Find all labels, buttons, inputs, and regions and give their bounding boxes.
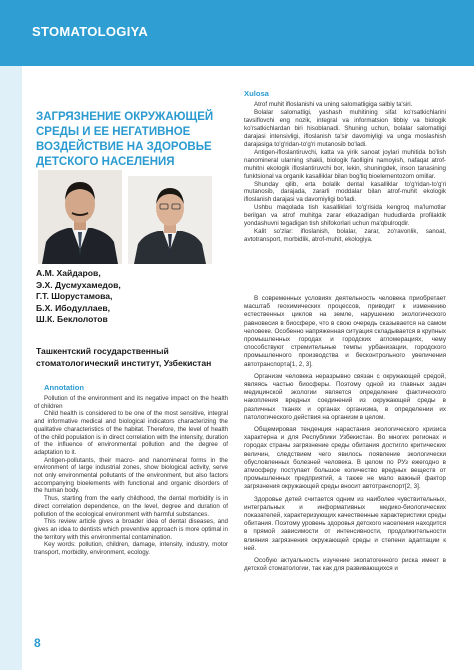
body-paragraph: Общемировая тенденция нарастания экологического кризиса характерна и для Республики Узбекистан. Во многих регионах и городах страны загрязнение среды обитания достигло критических величин, следствием чего явилось появление экологически обусловленных болезней человека. В целом по РУз ежегодно в атмосферу поступает большое количество вредных веществ от промышленных предприятий, а также не мало важный фактор загрязнения окружающей среды вносит автотранспорт[2, 3]. xyxy=(244,426,446,491)
body-paragraph: Организм человека неразрывно связан с окружающей средой, являясь частью биосферы. Поэтому одной из главных задач медицинской экологии является определение фактического накопления вредных соединений из окружающей среды в различных тканях и органах организма, в определении их патологического действия на организм в целом. xyxy=(244,372,446,421)
xulosa-heading: Xulosa xyxy=(244,89,269,98)
institution: Ташкентский государственный стоматологический институт, Узбекистан xyxy=(36,346,212,368)
annotation-heading: Annotation xyxy=(44,383,85,392)
annotation-paragraph: Pollution of the environment and its negative impact on the health of children xyxy=(34,395,228,410)
body-paragraph: Особую актуальность изучение экопатогенного риска имеет в детской стоматологии, так как для развивающихся и xyxy=(244,557,446,573)
annotation-paragraph: Child health is considered to be one of the most sensitive, integral and informative medical and biological indicators characterizing the qualitative characteristics of the habitat. Therefore, the level of health of the child population is in direct correlation with the intensity, duration of the influence of environmental pollution and the degree of adaptation to it. xyxy=(34,410,228,456)
author-name: А.М. Хайдаров, xyxy=(36,268,101,278)
annotation-paragraph: Key words: pollution, children, damage, intensity, industry, motor transport, morbidity, environment, ecology. xyxy=(34,541,228,557)
author-name: Г.Т. Шорустамова, xyxy=(36,291,113,302)
xulosa-paragraph: Shunday qilib, erta bolalik dental kasalliklar to'g'ridan-to'g'ri mutanosib, darajada, zararli moddalar bilan atrof-muhit ekologik ifloslanish darajasi va davomiyligi bo'ladi. xyxy=(244,180,446,204)
xulosa-paragraph: Antigen-ifloslantiruvchi, katta va yirik sanoat joylari muhitida bo'lish nanomineral ularning shakli, biologik faolligini namoyish, nafaqat atrof-muhitni ekologik ifloslantiruvchi bor, lekin, shuningdek, inson tanasining funktsional va organik kasalliklar bilan bog'liq bioelementozom omillar. xyxy=(244,148,446,180)
author-list xyxy=(36,268,226,326)
xulosa-paragraph: Atrof muhit ifloslanishi va uning salomatligiga salbiy ta'siri. xyxy=(254,101,413,108)
xulosa-paragraph: Kalit so'zlar: ifloslanish, bolalar, zarar, zo'ravonlik, sanoat, avtotransport, morbidlik, atrof-muhit, ekologiya. xyxy=(244,228,446,244)
author-name: Э.Х. Дусмухамедов, xyxy=(36,279,121,290)
sidebar-strip xyxy=(0,66,22,670)
author-photo-1 xyxy=(38,170,122,264)
article-title: ЗАГРЯЗНЕНИЕ ОКРУЖАЮЩЕЙ СРЕДЫ И ЕЕ НЕГАТИВНОЕ ВОЗДЕЙСТВИЕ НА ЗДОРОВЬЕ ДЕТСКОГО НАСЕЛЕНИЯ xyxy=(36,111,214,168)
author-photo-2 xyxy=(128,176,212,264)
annotation-paragraph: This review article gives a broader idea of dental diseases, and gives an idea to dentists which preventive approach is more optimal in the territory with this environmental contamination. xyxy=(34,518,228,541)
xulosa-text xyxy=(244,101,446,244)
body-paragraph: Здоровье детей считается одним из наиболее чувствительных, интегральных и информативных медико-биологических показателей, характеризующих качественные характеристики среды обитания. Поэтому уровень здоровья детского населения находится в прямой зависимости от интенсивности, продолжительности влияния загрязнения окружающей среды и степени адаптации к ней. xyxy=(244,495,446,552)
annotation-paragraph: Antigen-pollutants, their macro- and nanomineral forms in the environment of large industrial zones, show biological activity, serve not only environmental pollutants of the environment, but also factors accompanying bioelements with functional and organic disorders of the human body. xyxy=(34,456,228,495)
section-label: STOMATOLOGIYA xyxy=(32,24,149,39)
author-name: Б.Х. Ибодуллаев, xyxy=(36,302,111,313)
annotation-text xyxy=(34,395,228,557)
annotation-paragraph: Thus, starting from the early childhood, the dental morbidity is in direct correlation dependence, on the level, degree and duration of pollution of the ecological environment with harmful substances. xyxy=(34,495,228,518)
article-body xyxy=(244,295,446,578)
xulosa-paragraph: Ushbu maqolada tish kasalliklari to'g'risida kengroq ma'lumotlar berilgan va atrof muhitga zarar etkazadigan hududlarda profilaktik yondashuvni tegadigan tish shifokorlari uchun ma'qbulroqdir. xyxy=(244,204,446,228)
author-name: Ш.К. Беклолотов xyxy=(36,314,108,325)
page-number: 8 xyxy=(34,636,41,650)
xulosa-paragraph: Bolalar salomatligi, yashash muhitining sifat ko'rsatkichlarini tavsiflovchi eng nozik, integral va informatsion tibbiy va biologik ko'rsatkichlardan biri hisoblanadi. Shuning uchun, bolalar salomatligi darajasi intensivligi, ifloslanish ta'sir davomiyligi va unga moslashish darajasiga to'g'ridan-to'g'ri mutanosib bo'ladi. xyxy=(244,108,446,148)
body-paragraph: В современных условиях деятельность человека приобретает масштаб геохимических процессов, приводит к изменению естественных циклов на земле, нарушению экологического равновесия в биосфере, что в свою очередь сказывается на самом человеке. Особенно напряженная ситуация складывается в крупных промышленных городах и городских агломерациях, чему способствуют стремительные темпы урбанизации, городского промышленного производства и бесконтрольного увеличения автотранспорта[1, 2, 3]. xyxy=(244,295,446,368)
